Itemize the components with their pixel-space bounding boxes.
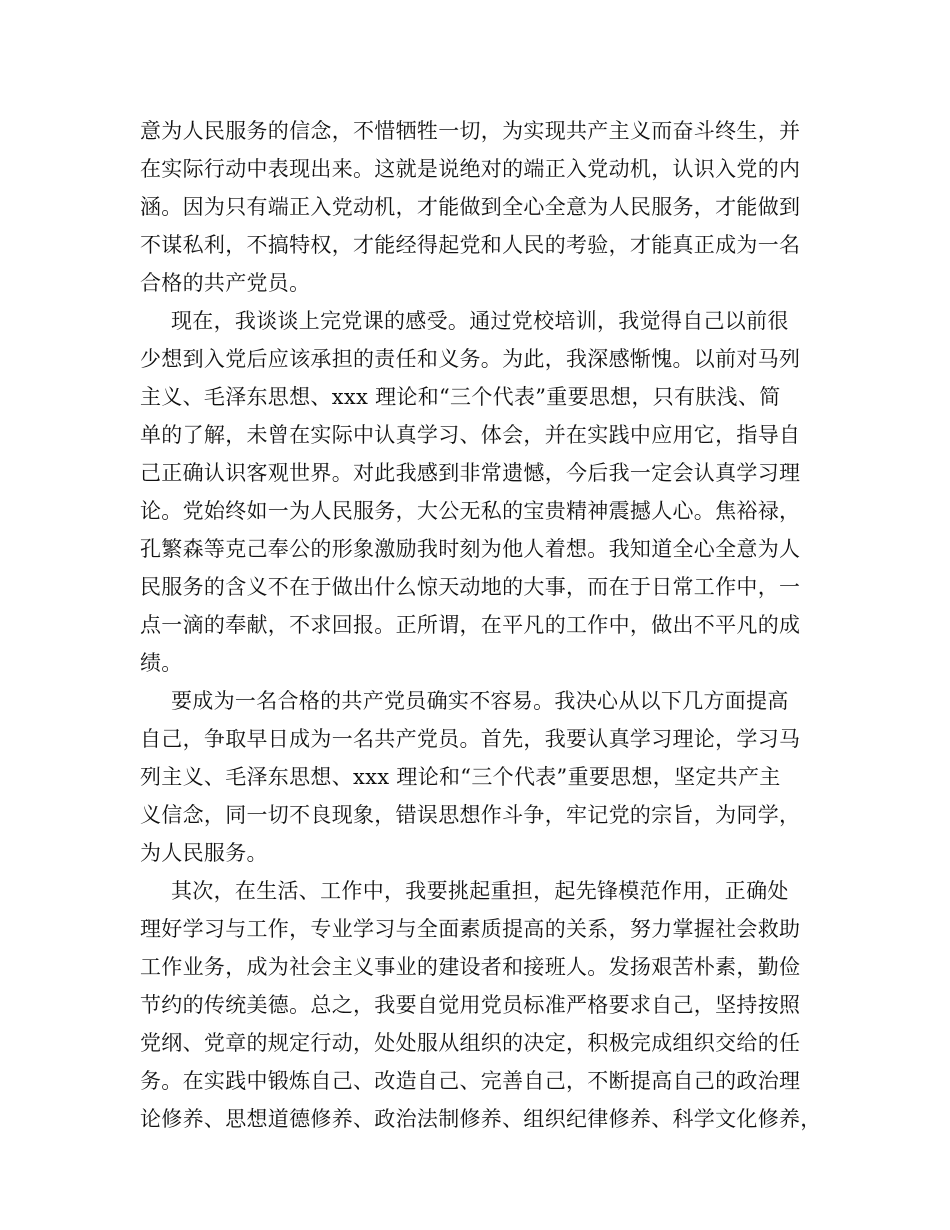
text-line: 党纲、党章的规定行动，处处服从组织的决定，积极完成组织交给的任: [140, 1031, 801, 1055]
text-line: 论修养、思想道德修养、政治法制修养、组织纪律修养、科学文化修养，: [140, 1107, 822, 1131]
text-line: 理好学习与工作，专业学习与全面素质提高的关系，努力掌握社会救助: [140, 917, 801, 941]
text-line: 点一滴的奉献，不求回报。正所谓，在平凡的工作中，做出不平凡的成: [140, 613, 801, 637]
paragraph-start-line: 其次，在生活、工作中，我要挑起重担，起先锋模范作用，正确处: [171, 879, 789, 903]
document-body: [140, 112, 820, 1138]
text-line: 为人民服务。: [140, 841, 268, 865]
text-line: 义信念，同一切不良现象，错误思想作斗争，牢记党的宗旨，为同学，: [140, 803, 801, 827]
text-line: 少想到入党后应该承担的责任和义务。为此，我深感惭愧。以前对马列: [140, 347, 801, 371]
text-line: 主义、毛泽东思想、xxx 理论和“三个代表”重要思想，只有肤浅、简: [140, 385, 781, 409]
paragraph-start-line: 现在，我谈谈上完党课的感受。通过党校培训，我觉得自己以前很: [171, 309, 789, 333]
text-line: 意为人民服务的信念，不惜牺牲一切，为实现共产主义而奋斗终生，并: [140, 119, 801, 143]
text-line: 民服务的含义不在于做出什么惊天动地的大事，而在于日常工作中，一: [140, 575, 801, 599]
text-line: 不谋私利，不搞特权，才能经得起党和人民的考验，才能真正成为一名: [140, 233, 801, 257]
text-line: 论。党始终如一为人民服务，大公无私的宝贵精神震撼人心。焦裕禄，: [140, 499, 801, 523]
text-line: 工作业务，成为社会主义事业的建设者和接班人。发扬艰苦朴素，勤俭: [140, 955, 801, 979]
text-line: 单的了解，未曾在实际中认真学习、体会，并在实践中应用它，指导自: [140, 423, 801, 447]
text-line: 涵。因为只有端正入党动机，才能做到全心全意为人民服务，才能做到: [140, 195, 801, 219]
text-line: 孔繁森等克己奉公的形象激励我时刻为他人着想。我知道全心全意为人: [140, 537, 801, 561]
text-line: 合格的共产党员。: [140, 271, 311, 295]
paragraph-start-line: 要成为一名合格的共产党员确实不容易。我决心从以下几方面提高: [171, 689, 789, 713]
text-line: 列主义、毛泽东思想、xxx 理论和“三个代表”重要思想，坚定共产主: [140, 765, 781, 789]
text-line: 在实际行动中表现出来。这就是说绝对的端正入党动机，认识入党的内: [140, 157, 801, 181]
text-line: 绩。: [140, 651, 183, 675]
text-line: 节约的传统美德。总之，我要自觉用党员标准严格要求自己，坚持按照: [140, 993, 801, 1017]
text-line: 己正确认识客观世界。对此我感到非常遗憾，今后我一定会认真学习理: [140, 461, 801, 485]
text-line: 自己，争取早日成为一名共产党员。首先，我要认真学习理论，学习马: [140, 727, 801, 751]
text-line: 务。在实践中锻炼自己、改造自己、完善自己，不断提高自己的政治理: [140, 1069, 801, 1093]
